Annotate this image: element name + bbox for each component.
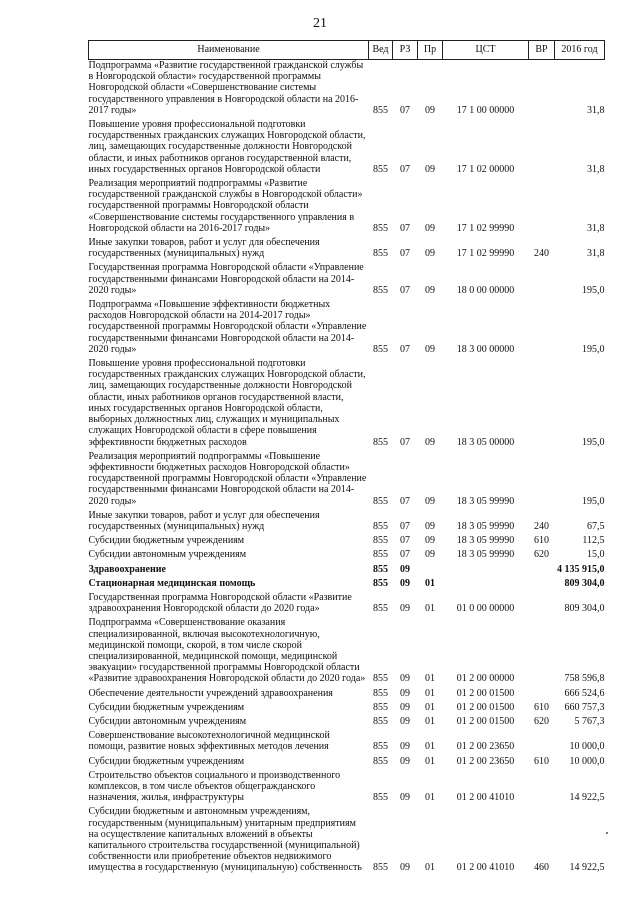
row-vr bbox=[529, 592, 555, 617]
row-name: Иные закупки товаров, работ и услуг для обеспечения государственных (муниципальных) нужд bbox=[88, 237, 320, 260]
table-row bbox=[89, 237, 605, 262]
row-cst bbox=[443, 578, 529, 592]
row-pr: 01 bbox=[425, 741, 435, 753]
row-sum: 195,0 bbox=[582, 343, 605, 355]
row-ved: 855 bbox=[373, 248, 388, 260]
row-ved: 855 bbox=[373, 673, 388, 685]
row-vr bbox=[529, 688, 555, 702]
row-rz: 09 bbox=[400, 755, 410, 767]
row-cst: 01 2 00 01500 bbox=[456, 715, 515, 727]
table-row bbox=[89, 716, 605, 730]
row-pr: 01 bbox=[425, 673, 435, 685]
row-sum: 666 524,6 bbox=[564, 687, 605, 699]
row-ved: 855 bbox=[373, 603, 388, 615]
row-cst bbox=[443, 564, 529, 578]
row-rz: 07 bbox=[400, 520, 410, 532]
table-header bbox=[89, 41, 605, 60]
row-sum: 660 757,3 bbox=[564, 701, 605, 713]
row-rz: 07 bbox=[400, 104, 410, 116]
row-name: Субсидии автономным учреждениям bbox=[88, 549, 247, 561]
row-name: Подпрограмма «Развитие государственной гражданской службы в Новгородской области» государственной программы Новгородской области «Совершенствование системы государственного управления в Новгородской области на 2016-2017 годы» bbox=[88, 60, 364, 116]
table-row bbox=[89, 535, 605, 549]
row-cst: 18 3 05 00000 bbox=[456, 436, 515, 448]
row-rz: 09 bbox=[400, 701, 410, 713]
row-rz: 07 bbox=[400, 248, 410, 260]
row-vr bbox=[529, 578, 555, 592]
row-name: Повышение уровня профессиональной подготовки государственных гражданских служащих Новгородской области, лиц, замещающих государственные должности Новгородской области, и иных работников органов государственной власти, иных государственных органов Новгородской области bbox=[88, 119, 366, 175]
row-rz: 07 bbox=[400, 549, 410, 561]
row-vr bbox=[529, 119, 555, 178]
row-sum: 112,5 bbox=[582, 535, 605, 547]
row-vr bbox=[529, 730, 555, 755]
row-cst: 18 3 00 00000 bbox=[456, 343, 515, 355]
row-cst: 01 2 00 23650 bbox=[456, 741, 515, 753]
row-pr: 09 bbox=[425, 343, 435, 355]
row-ved: 855 bbox=[373, 495, 388, 507]
row-vr bbox=[529, 299, 555, 358]
table-row bbox=[89, 119, 605, 178]
table-row bbox=[89, 178, 605, 237]
row-ved: 855 bbox=[373, 104, 388, 116]
table-row bbox=[89, 730, 605, 755]
row-pr: 01 bbox=[425, 701, 435, 713]
row-sum: 758 596,8 bbox=[564, 673, 605, 685]
row-name: Повышение уровня профессиональной подготовки государственных гражданских служащих Новгородской области, лиц, замещающих государственные должности Новгородской области, иных работников органов государственной власти, иных государственных органов Новгородской области, выборных должностных лиц, служащих и муниципальных служащих Новгородской области в сфере повышения эффективности бюджетных расходов bbox=[88, 358, 366, 448]
row-vr: 460 bbox=[534, 862, 549, 874]
row-cst: 17 1 02 99990 bbox=[456, 248, 515, 260]
row-pr: 01 bbox=[425, 792, 435, 804]
row-pr: 01 bbox=[425, 603, 435, 615]
row-name: Реализация мероприятий подпрограммы «Повышение эффективности бюджетных расходов Новгородской области» государственной программы Новгородской области «Управление государственными финансами Новгородской области на 2014-2020 годы» bbox=[88, 450, 367, 507]
row-ved: 855 bbox=[373, 715, 388, 727]
row-rz: 09 bbox=[400, 563, 410, 575]
row-ved: 855 bbox=[373, 343, 388, 355]
row-cst: 01 2 00 41010 bbox=[456, 792, 515, 804]
row-cst: 01 0 00 00000 bbox=[456, 603, 515, 615]
row-pr: 09 bbox=[425, 535, 435, 547]
row-sum: 5 767,3 bbox=[574, 715, 605, 727]
row-rz: 09 bbox=[400, 862, 410, 874]
row-cst: 17 1 00 00000 bbox=[456, 104, 515, 116]
header-rz: РЗ bbox=[393, 41, 418, 60]
row-pr bbox=[418, 564, 443, 578]
row-rz: 09 bbox=[400, 687, 410, 699]
row-vr bbox=[529, 451, 555, 510]
row-vr bbox=[529, 358, 555, 451]
row-ved: 855 bbox=[373, 755, 388, 767]
row-pr: 01 bbox=[425, 862, 435, 874]
page-number: 21 bbox=[313, 16, 327, 31]
row-name: Субсидии бюджетным учреждениям bbox=[88, 755, 245, 767]
row-sum: 15,0 bbox=[587, 549, 605, 561]
row-sum: 31,8 bbox=[587, 222, 605, 234]
row-name: Субсидии бюджетным учреждениям bbox=[88, 701, 245, 713]
row-name: Строительство объектов социального и производственного комплексов, в том числе объектов общегражданского назначения, жилья, инфраструктуры bbox=[88, 769, 341, 804]
row-ved: 855 bbox=[373, 284, 388, 296]
row-ved: 855 bbox=[373, 687, 388, 699]
header-ved: Вед bbox=[369, 41, 393, 60]
row-pr: 09 bbox=[425, 495, 435, 507]
row-name: Субсидии бюджетным учреждениям bbox=[88, 535, 245, 547]
row-name: Стационарная медицинская помощь bbox=[88, 577, 256, 589]
row-vr bbox=[529, 60, 555, 120]
row-name: Субсидии автономным учреждениям bbox=[88, 715, 247, 727]
row-cst: 18 3 05 99990 bbox=[456, 520, 515, 532]
header-vr: ВР bbox=[529, 41, 555, 60]
table-body bbox=[89, 60, 605, 877]
row-name: Обеспечение деятельности учреждений здравоохранения bbox=[88, 687, 333, 699]
table-row bbox=[89, 60, 605, 120]
row-vr bbox=[529, 262, 555, 299]
row-sum: 195,0 bbox=[582, 284, 605, 296]
row-name: Подпрограмма «Повышение эффективности бюджетных расходов Новгородской области на 2014-2017 годы» государственной программы Новгородской области «Управление государственными финансами Новгородской области на 2014-2020 годы» bbox=[88, 299, 367, 355]
row-cst: 01 2 00 41010 bbox=[456, 862, 515, 874]
row-ved: 855 bbox=[373, 163, 388, 175]
table-row bbox=[89, 549, 605, 563]
row-vr bbox=[529, 617, 555, 687]
row-vr bbox=[529, 770, 555, 807]
row-rz: 07 bbox=[400, 284, 410, 296]
row-vr: 620 bbox=[534, 715, 549, 727]
table-row bbox=[89, 688, 605, 702]
row-rz: 07 bbox=[400, 535, 410, 547]
row-pr: 09 bbox=[425, 520, 435, 532]
row-sum: 809 304,0 bbox=[564, 603, 605, 615]
scan-speck bbox=[606, 832, 608, 834]
row-ved: 855 bbox=[373, 741, 388, 753]
row-ved: 855 bbox=[373, 862, 388, 874]
row-sum: 31,8 bbox=[587, 104, 605, 116]
table-row bbox=[89, 510, 605, 535]
row-sum: 809 304,0 bbox=[564, 577, 605, 589]
row-cst: 18 3 05 99990 bbox=[456, 549, 515, 561]
row-vr: 620 bbox=[534, 549, 549, 561]
row-name: Субсидии бюджетным и автономным учреждениям, государственным (муниципальным) унитарным предприятиям на осуществление капитальных вложений в объекты капитального строительства государственной (муниципальной) собственности или приобретение объектов недвижимого имущества в государственную (муниципальную) собственность bbox=[88, 806, 362, 874]
row-ved: 855 bbox=[373, 549, 388, 561]
row-sum: 10 000,0 bbox=[569, 741, 605, 753]
row-rz: 07 bbox=[400, 495, 410, 507]
row-pr: 09 bbox=[425, 248, 435, 260]
table-row bbox=[89, 299, 605, 358]
row-rz: 09 bbox=[400, 741, 410, 753]
row-vr bbox=[529, 178, 555, 237]
table-row bbox=[89, 262, 605, 299]
row-name: Подпрограмма «Совершенствование оказания специализированной, включая высокотехнологичную, медицинской помощи, скорой, в том числе скорой специализированной, медицинской помощи, медицинской эвакуации» государственной программы Новгородской области «Развитие здравоохранения Новгородской области до 2020 года» bbox=[88, 617, 366, 685]
row-rz: 09 bbox=[400, 603, 410, 615]
row-name: Совершенствование высокотехнологичной медицинской помощи, развитие новых эффективных методов лечения bbox=[88, 730, 330, 753]
header-cst: ЦСТ bbox=[443, 41, 529, 60]
row-vr: 610 bbox=[534, 755, 549, 767]
row-cst: 18 3 05 99990 bbox=[456, 535, 515, 547]
header-name: Наименование bbox=[89, 41, 369, 60]
row-sum: 10 000,0 bbox=[569, 755, 605, 767]
header-pr: Пр bbox=[418, 41, 443, 60]
row-pr: 09 bbox=[425, 163, 435, 175]
table-row bbox=[89, 770, 605, 807]
row-pr: 09 bbox=[425, 222, 435, 234]
budget-table bbox=[88, 40, 605, 877]
table-row bbox=[89, 756, 605, 770]
row-sum: 14 922,5 bbox=[569, 862, 605, 874]
row-rz: 09 bbox=[400, 715, 410, 727]
row-pr: 01 bbox=[425, 755, 435, 767]
row-name: Государственная программа Новгородской области «Управление государственными финансами Новгородской области на 2014-2020 годы» bbox=[88, 262, 364, 296]
row-name: Иные закупки товаров, работ и услуг для обеспечения государственных (муниципальных) нужд bbox=[88, 509, 320, 532]
row-vr bbox=[529, 564, 555, 578]
row-ved: 855 bbox=[373, 577, 388, 589]
row-ved: 855 bbox=[373, 701, 388, 713]
row-sum: 31,8 bbox=[587, 163, 605, 175]
row-name: Государственная программа Новгородской области «Развитие здравоохранения Новгородской области до 2020 года» bbox=[88, 591, 352, 615]
row-sum: 67,5 bbox=[587, 520, 605, 532]
row-pr: 01 bbox=[425, 715, 435, 727]
table-row bbox=[89, 564, 605, 578]
row-vr: 610 bbox=[534, 535, 549, 547]
row-cst: 01 2 00 01500 bbox=[456, 687, 515, 699]
row-cst: 17 1 02 00000 bbox=[456, 163, 515, 175]
row-cst: 17 1 02 99990 bbox=[456, 222, 515, 234]
row-cst: 01 2 00 23650 bbox=[456, 755, 515, 767]
row-vr: 240 bbox=[534, 520, 549, 532]
row-cst: 01 2 00 00000 bbox=[456, 673, 515, 685]
table-row bbox=[89, 806, 605, 876]
row-cst: 18 3 05 99990 bbox=[456, 495, 515, 507]
table-row bbox=[89, 578, 605, 592]
row-rz: 09 bbox=[400, 577, 410, 589]
row-ved: 855 bbox=[373, 436, 388, 448]
row-vr: 240 bbox=[534, 248, 549, 260]
row-rz: 07 bbox=[400, 222, 410, 234]
row-sum: 14 922,5 bbox=[569, 792, 605, 804]
table-row bbox=[89, 451, 605, 510]
row-ved: 855 bbox=[373, 222, 388, 234]
row-sum: 4 135 915,0 bbox=[557, 563, 605, 575]
row-pr: 09 bbox=[425, 549, 435, 561]
row-ved: 855 bbox=[373, 535, 388, 547]
row-ved: 855 bbox=[373, 792, 388, 804]
row-sum: 31,8 bbox=[587, 248, 605, 260]
table-row bbox=[89, 617, 605, 687]
header-sum: 2016 год bbox=[555, 41, 605, 60]
row-pr: 09 bbox=[425, 284, 435, 296]
row-rz: 09 bbox=[400, 673, 410, 685]
table-row bbox=[89, 702, 605, 716]
row-cst: 01 2 00 01500 bbox=[456, 701, 515, 713]
row-rz: 07 bbox=[400, 343, 410, 355]
row-pr: 01 bbox=[425, 687, 435, 699]
table-row bbox=[89, 358, 605, 451]
row-ved: 855 bbox=[373, 520, 388, 532]
table-row bbox=[89, 592, 605, 617]
row-name: Здравоохранение bbox=[88, 563, 166, 575]
row-rz: 07 bbox=[400, 163, 410, 175]
row-sum: 195,0 bbox=[582, 436, 605, 448]
row-sum: 195,0 bbox=[582, 495, 605, 507]
row-name: Реализация мероприятий подпрограммы «Развитие государственной гражданской службы в Новгородской области» государственной программы Новгородской области «Совершенствование системы государственного управления в Новгородской области на 2016-2017 годы» bbox=[88, 178, 363, 234]
row-ved: 855 bbox=[373, 563, 388, 575]
row-pr: 09 bbox=[425, 104, 435, 116]
row-rz: 07 bbox=[400, 436, 410, 448]
row-vr: 610 bbox=[534, 701, 549, 713]
row-pr: 09 bbox=[425, 436, 435, 448]
row-cst: 18 0 00 00000 bbox=[456, 284, 515, 296]
row-pr: 01 bbox=[425, 577, 435, 589]
row-rz: 09 bbox=[400, 792, 410, 804]
